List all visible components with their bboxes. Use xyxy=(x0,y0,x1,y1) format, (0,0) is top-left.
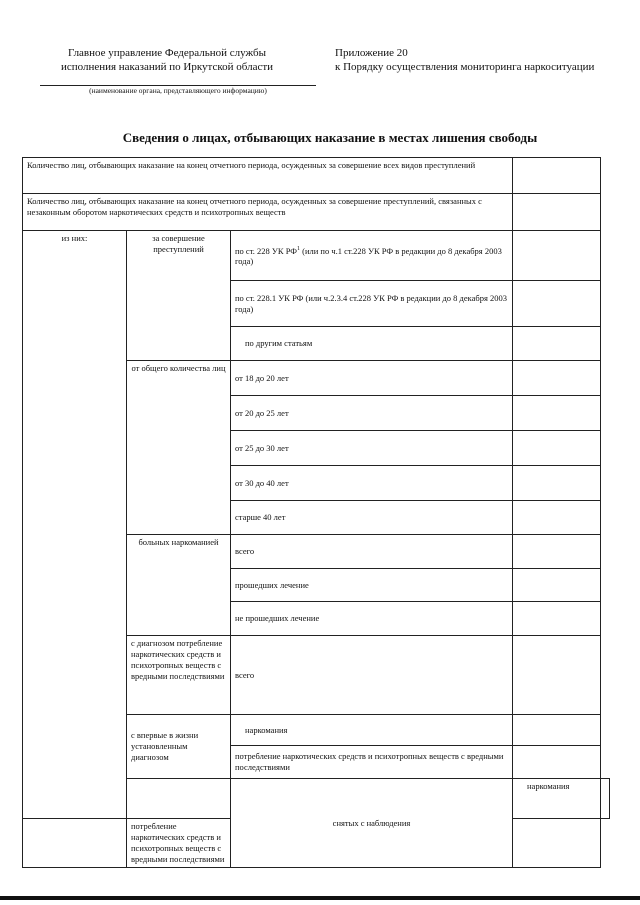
value-cell[interactable] xyxy=(513,281,601,327)
not-treated-label: не прошедших лечение xyxy=(231,602,513,636)
empty-cell xyxy=(23,819,127,868)
org-line-2: исполнения наказаний по Иркутской области xyxy=(60,61,274,73)
page-bottom-edge xyxy=(0,896,640,900)
other-articles-label: по другим статьям xyxy=(231,327,513,361)
addicts-group-label: больных наркоманией xyxy=(127,535,231,636)
document-title: Сведения о лицах, отбывающих наказание в местах лишения свободы xyxy=(122,130,538,145)
age-20-25-label: от 20 до 25 лет xyxy=(231,396,513,431)
value-cell[interactable] xyxy=(601,779,610,819)
removed-addiction-label: наркомания xyxy=(513,779,601,819)
diagnosis-total-label: всего xyxy=(231,636,513,715)
age-25-30-label: от 25 до 30 лет xyxy=(231,431,513,466)
value-cell[interactable] xyxy=(513,715,601,746)
value-cell[interactable] xyxy=(513,231,601,281)
appendix-line-1: Приложение 20 xyxy=(335,47,408,59)
row-total-label: Количество лиц, отбывающих наказание на конец отчетного периода, осужденных за совершение всех видов преступлений xyxy=(23,158,513,194)
value-cell[interactable] xyxy=(513,535,601,569)
value-cell[interactable] xyxy=(513,569,601,602)
age-group-label: от общего количества лиц xyxy=(127,361,231,535)
crimes-group-label: за совершение преступлений xyxy=(127,231,231,361)
age-18-20-label: от 18 до 20 лет xyxy=(231,361,513,396)
value-cell[interactable] xyxy=(513,396,601,431)
age-over-40-label: старше 40 лет xyxy=(231,501,513,535)
table-row xyxy=(23,158,610,194)
treated-label: прошедших лечение xyxy=(231,569,513,602)
org-note: (наименование органа, представляющего информацию) xyxy=(89,86,267,95)
value-cell[interactable] xyxy=(513,466,601,501)
first-time-group-label: с впервые в жизни установленным диагнозом xyxy=(127,715,231,779)
first-time-harmful-use-label: потребление наркотических средств и психотропных веществ с вредными последствиями xyxy=(231,746,513,779)
value-cell[interactable] xyxy=(513,194,601,231)
organization-header xyxy=(52,46,282,74)
value-cell[interactable] xyxy=(513,431,601,466)
of-them-label: из них: xyxy=(23,231,127,819)
appendix-line-2: к Порядку осуществления мониторинга наркоситуации xyxy=(335,61,595,73)
appendix-header xyxy=(335,46,625,74)
org-line-1: Главное управление Федеральной службы xyxy=(68,47,266,59)
removed-group-label: снятых с наблюдения xyxy=(231,779,513,868)
table-row xyxy=(23,231,610,281)
value-cell[interactable] xyxy=(513,501,601,535)
row-drugs-label: Количество лиц, отбывающих наказание на конец отчетного периода, осужденных за совершение преступлений, связанных с незаконным оборотом наркотических средств и психотропных веществ xyxy=(23,194,513,231)
art-2281-label: по ст. 228.1 УК РФ (или ч.2.3.4 ст.228 УК РФ в редакции до 8 декабря 2003 года) xyxy=(231,281,513,327)
diagnosis-group-label: с диагнозом потребление наркотических средств и психотропных веществ с вредными последствиями xyxy=(127,636,231,715)
value-cell[interactable] xyxy=(513,327,601,361)
table-row xyxy=(23,194,610,231)
age-30-40-label: от 30 до 40 лет xyxy=(231,466,513,501)
addicts-total-label: всего xyxy=(231,535,513,569)
value-cell[interactable] xyxy=(513,602,601,636)
statistics-table xyxy=(22,157,610,868)
value-cell[interactable] xyxy=(513,361,601,396)
value-cell[interactable] xyxy=(513,819,601,868)
first-time-addiction-label: наркомания xyxy=(231,715,513,746)
empty-cell xyxy=(127,779,231,819)
removed-harmful-use-label: потребление наркотических средств и психотропных веществ с вредными последствиями xyxy=(127,819,231,868)
art-228-label: по ст. 228 УК $РФ^1$ (или по ч.1 ст.228 УК РФ в редакции до 8 декабря 2003 года) xyxy=(231,231,513,281)
value-cell[interactable] xyxy=(513,158,601,194)
value-cell[interactable] xyxy=(513,636,601,715)
value-cell[interactable] xyxy=(513,746,601,779)
